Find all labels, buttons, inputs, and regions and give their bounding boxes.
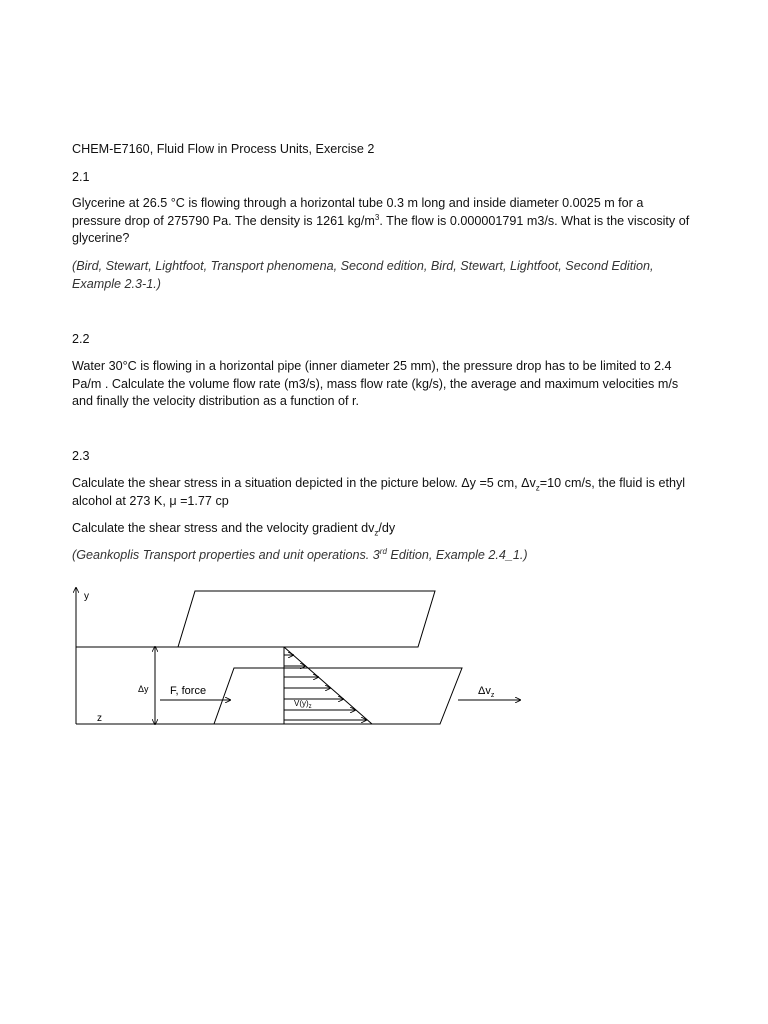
y-axis-label: y (84, 591, 89, 602)
dy-label: Δy (138, 684, 149, 694)
z-axis-label: z (97, 713, 102, 724)
section-2-2-number: 2.2 (72, 332, 90, 346)
ref-sup: rd (379, 546, 387, 556)
document-title: CHEM-E7160, Fluid Flow in Process Units, Exercise 2 (72, 142, 375, 156)
section-2-3-problem (72, 475, 690, 510)
bottom-plate (214, 668, 462, 724)
section-2-3-number: 2.3 (72, 449, 90, 463)
shear-flow-diagram (0, 580, 768, 740)
question-sub: z (374, 528, 379, 538)
top-plate (178, 591, 435, 647)
section-2-1-number: 2.1 (72, 170, 90, 184)
section-2-1-reference: (Bird, Stewart, Lightfoot, Transport phenomena, Second edition, Bird, Stewart, Lightfoot, Second Edition, Example 2.3-1.) (72, 259, 654, 291)
section-2-3-text-a: Calculate the shear stress in a situation depicted in the picture below. Δy =5 cm, Δv (72, 476, 536, 490)
velocity-label: $V(y)_z$ (294, 699, 312, 710)
profile-edge (284, 647, 372, 724)
section-2-3-sub: z (535, 483, 540, 493)
section-2-3-question (72, 520, 690, 538)
question-text-a: Calculate the shear stress and the velocity gradient dv (72, 521, 375, 535)
section-2-1-text-b: . The flow is 0.000001791 m3/s. What is the viscosity of glycerine? (72, 213, 690, 245)
dvz-label: $\Delta v_z$ (478, 685, 495, 699)
ref-text-a: (Geankoplis Transport properties and unit operations. 3 (72, 548, 380, 562)
section-2-1-sup: 3 (374, 212, 380, 222)
question-text-b: /dy (378, 521, 396, 535)
section-2-1-text-a: Glycerine at 26.5 °C is flowing through a horizontal tube 0.3 m long and inside diameter 0.0025 m for a pressure drop of 275790 Pa. The density is 1261 kg/m (72, 196, 644, 228)
section-2-1-problem (72, 195, 690, 248)
section-2-3-text-b: =10 cm/s, the fluid is ethyl alcohol at 273 K, μ =1.77 cp (72, 476, 686, 508)
ref-text-b: Edition, Example 2.4_1.) (386, 548, 528, 562)
section-2-2-problem: Water 30°C is flowing in a horizontal pipe (inner diameter 25 mm), the pressure drop has to be limited to 2.4 Pa/m . Calculate the volume flow rate (m3/s), mass flow rate (kg/s), the average and maximum velocities m/s and finally the velocity distribution as a function of r. (72, 359, 679, 408)
force-label: F, force (170, 685, 207, 697)
section-2-3-reference (72, 547, 690, 565)
